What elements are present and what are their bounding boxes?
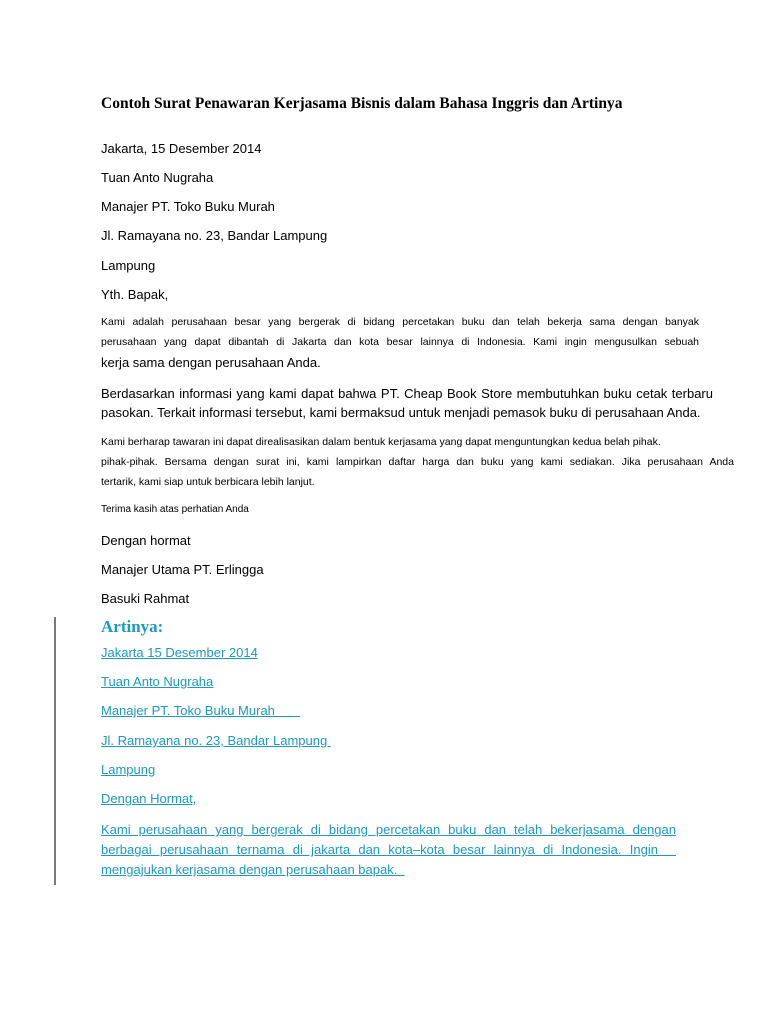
paragraph-offer [101, 432, 734, 492]
translation-recipient-city-link[interactable]: Lampung [101, 762, 156, 777]
quote-bar [54, 617, 56, 885]
paragraph-information [101, 384, 713, 422]
closing: Dengan hormat [101, 533, 191, 548]
paragraph-line: Berdasarkan informasi yang kami dapat bahwa PT. Cheap Book Store membutuhkan buku cetak terbaru [101, 386, 713, 401]
translation-paragraph-link[interactable] [101, 820, 676, 880]
thanks-line: Terima kasih atas perhatian Anda [101, 504, 249, 515]
translation-recipient-address-link[interactable]: Jl. Ramayana no. 23, Bandar Lampung [101, 733, 331, 748]
paragraph-line: Kami berharap tawaran ini dapat direalisasikan dalam bentuk kerjasama yang dapat menguntungkan kedua belah pihak. [101, 436, 661, 448]
salutation: Yth. Bapak, [101, 287, 169, 302]
recipient-title: Manajer PT. Toko Buku Murah [101, 199, 275, 214]
paragraph-line: pihak-pihak. Bersama dengan surat ini, kami lampirkan daftar harga dan buku yang kami sediakan. Jika perusahaan Anda [101, 456, 734, 468]
paragraph-line: perusahaan yang dapat dibantah di Jakarta dan kota besar lainnya di Indonesia. Kami ingin mengusulkan sebuah [101, 336, 699, 348]
recipient-address: Jl. Ramayana no. 23, Bandar Lampung [101, 228, 328, 243]
paragraph-line: pasokan. Terkait informasi tersebut, kami bermaksud untuk menjadi pemasok buku di perusahaan Anda. [101, 405, 701, 420]
paragraph-intro-last-line: kerja sama dengan perusahaan Anda. [101, 355, 321, 370]
paragraph-line: Kami adalah perusahaan besar yang bergerak di bidang percetakan buku dan telah bekerja sama dengan banyak [101, 316, 699, 328]
translation-recipient-title-link[interactable]: Manajer PT. Toko Buku Murah [101, 703, 301, 718]
sender-name: Basuki Rahmat [101, 591, 190, 606]
document-title: Contoh Surat Penawaran Kerjasama Bisnis dalam Bahasa Inggris dan Artinya [101, 95, 623, 112]
translation-recipient-name-link[interactable]: Tuan Anto Nugraha [101, 674, 214, 689]
paragraph-intro [101, 315, 699, 355]
recipient-city: Lampung [101, 258, 156, 273]
translation-paragraph-line[interactable]: Kami perusahaan yang bergerak di bidang percetakan buku dan telah bekerjasama dengan [101, 822, 676, 837]
translation-paragraph-line[interactable]: berbagai perusahaan ternama di jakarta dan kota–kota besar lainnya di Indonesia. Ingin [101, 842, 676, 857]
paragraph-line: tertarik, kami siap untuk berbicara lebih lanjut. [101, 476, 315, 488]
translation-heading: Artinya: [101, 617, 164, 636]
translation-salutation-link[interactable]: Dengan Hormat, [101, 791, 197, 806]
translation-date-link[interactable]: Jakarta 15 Desember 2014 [101, 645, 258, 660]
letter-date: Jakarta, 15 Desember 2014 [101, 141, 262, 156]
translation-paragraph-line[interactable]: mengajukan kerjasama dengan perusahaan bapak. [101, 862, 405, 877]
sender-title: Manajer Utama PT. Erlingga [101, 562, 264, 577]
recipient-name: Tuan Anto Nugraha [101, 170, 214, 185]
